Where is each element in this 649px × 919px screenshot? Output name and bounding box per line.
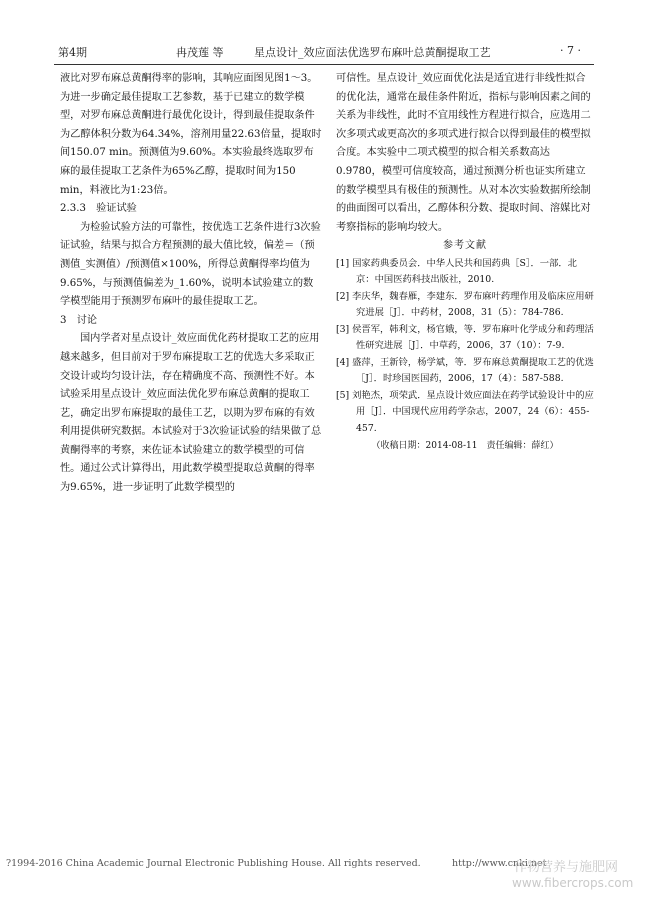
site-link[interactable]: http://www.cnki.net [452,858,547,869]
copyright-footer: ?1994-2016 China Academic Journal Electronic Publishing House. All rights reserved. [6,858,421,869]
left-column [60,70,323,498]
running-authors: 冉茂莲 等 [176,46,224,59]
body-paragraph: 液比对罗布麻总黄酮得率的影响，其响应面图见图1～3。为进一步确定最佳提取工艺参数，基于已建立的数学模型，对罗布麻总黄酮进行最优化设计，得到最佳提取条件为乙醇体积分数为64.34%，溶剂用量22.63倍量，提取时间150.07 min。预测值为9.60%。本实验最终选取罗布麻的最佳提取工艺条件为65%乙醇，提取时间为150 min，料液比为1:23倍。 [60,73,322,196]
reference-item: [3] 侯晋军，韩利文，杨官娥，等．罗布麻叶化学成分和药理活性研究进展［J］．中草药，2006，37（10）：7-9. [336,323,594,352]
body-paragraph: 可信性。星点设计_效应面优化法是适宜进行非线性拟合的优化法，通常在最佳条件附近，指标与影响因素之间的关系为非线性，此时不宜用线性方程进行拟合，应选用二次多项式或更高次的多项式进行拟合以得到最佳的模型拟合度。本实验中二项式模型的拟合相关系数高达0.9780，模型可信度较高，通过预测分析也证实所建立的数学模型具有极佳的预测性。从对本次实验数据所绘制的曲面图可以看出，乙醇体积分数、提取时间、溶媒比对考察指标的影响均较大。 [336,73,591,233]
page-number: · 7 · [560,44,581,57]
reference-item: [5] 刘艳杰，项荣武．星点设计效应面法在药学试验设计中的应用［J］．中国现代应用药学杂志，2007，24（6）：455-457. [336,389,594,434]
references-title: 参考文献 [443,240,487,252]
received-date: （收稿日期：2014-08-11 责任编辑：薛红） [371,441,559,452]
reference-item: [4] 盛萍，王新铃，杨学斌，等．罗布麻总黄酮提取工艺的优选［J］．时珍国医国药，2006，17（4）：587-588. [336,356,594,385]
watermark-text: 作物营养与施肥网 [514,860,619,875]
reference-item: [2] 李庆华，魏春雁，李建东．罗布麻叶药理作用及临床应用研究进展［J］．中药材，2008，31（5）：784-786. [336,290,594,319]
right-column [336,70,594,456]
section-heading-2-3-3: 2.3.3 验证试验 [60,203,137,215]
body-paragraph: 为检验试验方法的可靠性，按优选工艺条件进行3次验证试验，结果与拟合方程预测的最大值比较，偏差＝（预测值_实测值）/预测值×100%，所得总黄酮得率均值为9.65%，与预测值偏差为_1.60%，说明本试验建立的数学模型能用于预测罗布麻叶的最佳提取工艺。 [60,221,321,308]
watermark-url: www.fibercrops.com [512,876,634,890]
reference-item: [1] 国家药典委员会．中华人民共和国药典［S］．一部．北京：中国医药科技出版社，2010. [336,257,577,286]
header-rule [54,64,594,65]
issue-number: 第4期 [58,46,87,59]
body-paragraph: 国内学者对星点设计_效应面优化药材提取工艺的应用越来越多，但目前对于罗布麻提取工艺的优选大多采取正交设计或均匀设计法，存在精确度不高、预测性不好。本试验采用星点设计_效应面法优化罗布麻总黄酮的提取工艺，确定出罗布麻提取的最佳工艺，以期为罗布麻的有效利用提供研究数据。本试验对于3次验证试验的结果做了总黄酮得率的考察，来佐证本试验建立的数学模型的可信性。通过公式计算得出，用此数学模型提取总黄酮的得率为9.65%，进一步证明了此数学模型的 [60,333,322,494]
running-title: 星点设计_效应面法优选罗布麻叶总黄酮提取工艺 [254,46,491,59]
section-heading-3: 3 讨论 [60,314,98,326]
